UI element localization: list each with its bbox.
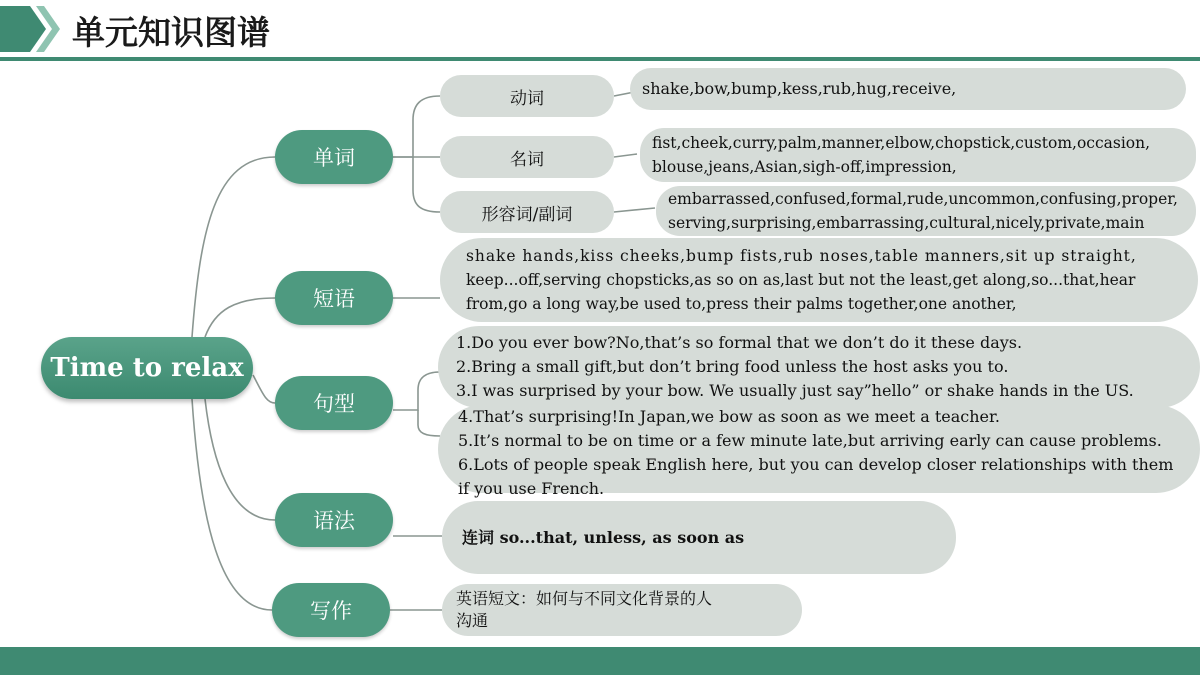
link-root-vocab	[192, 157, 275, 337]
leaf-nouns-line-1: fist,cheek,curry,palm,manner,elbow,chopstick,custom,occasion,	[652, 134, 1151, 152]
leaf-phrases-line-3: from,go a long way,be used to,press their palms together,one another,	[466, 295, 1017, 313]
link-noun-leaf	[614, 154, 637, 157]
leaf-verbs	[630, 68, 1186, 110]
link-vocab-adj	[413, 157, 440, 212]
leaf-sentences-b	[438, 405, 1200, 498]
link-adj-leaf	[614, 208, 655, 212]
link-root-grammar	[205, 399, 275, 520]
root-node: Time to relax	[41, 337, 253, 399]
leaf-writing-line-1: 英语短文：如何与不同文化背景的人	[456, 589, 713, 608]
link-vocab-verb	[393, 96, 440, 157]
leaf-sentences-b-line-2: 5.It’s normal to be on time or a few minute late,but arriving early can cause problems.	[458, 431, 1162, 450]
leaf-sentences-b-line-4: if you use French.	[458, 479, 605, 498]
leaf-adjectives-line-1: embarrassed,confused,formal,rude,uncommon,confusing,proper,	[668, 190, 1178, 208]
leaf-phrases-line-1: shake hands,kiss cheeks,bump fists,rub noses,table manners,sit up straight,	[466, 247, 1137, 265]
leaf-phrases	[440, 238, 1198, 322]
leaf-sentences-a-line-3: 3.I was surprised by your bow. We usually just say”hello” or shake hands in the US.	[456, 381, 1134, 400]
leaf-verbs-text: shake,bow,bump,kess,rub,hug,receive,	[642, 79, 957, 98]
category-sentences: 句型	[275, 376, 393, 430]
leaf-sentences-a-line-2: 2.Bring a small gift,but don’t bring food unless the host asks you to.	[456, 357, 1009, 376]
leaf-nouns-line-2: blouse,jeans,Asian,sigh-off,impression,	[652, 158, 957, 176]
category-writing: 写作	[272, 583, 390, 637]
leaf-adjectives-line-2: serving,surprising,embarrassing,cultural,nicely,private,main	[668, 214, 1145, 232]
link-root-phrases	[205, 298, 275, 337]
slide-title: 单元知识图谱	[72, 13, 270, 52]
leaf-sentences-a-line-1: 1.Do you ever bow?No,that’s so formal that we don’t do it these days.	[456, 333, 1023, 352]
vocab-type-verb: 动词	[440, 75, 614, 117]
category-grammar: 语法	[275, 493, 393, 547]
leaf-sentences-a	[438, 326, 1200, 408]
leaf-sentences-b-line-1: 4.That’s surprising!In Japan,we bow as soon as we meet a teacher.	[458, 407, 1000, 426]
leaf-writing-line-2: 沟通	[456, 611, 489, 630]
vocab-type-adj-adv: 形容词/副词	[440, 191, 614, 233]
category-vocab: 单词	[275, 130, 393, 184]
link-sentences-b	[418, 410, 440, 436]
leaf-grammar-text: 连词 so...that, unless, as soon as	[462, 527, 745, 547]
leaf-phrases-line-2: keep...off,serving chopsticks,as so on as,last but not the least,get along,so...that,hear	[466, 271, 1136, 289]
leaf-grammar	[442, 501, 956, 574]
vocab-type-noun: 名词	[440, 136, 614, 178]
link-root-sentences	[253, 375, 275, 403]
category-phrases: 短语	[275, 271, 393, 325]
leaf-nouns	[640, 128, 1196, 182]
leaf-adjectives	[656, 186, 1196, 236]
link-sentences-a	[393, 372, 440, 410]
leaf-writing	[442, 584, 802, 636]
link-root-writing	[192, 399, 272, 610]
leaf-sentences-b-line-3: 6.Lots of people speak English here, but you can develop closer relationships with them	[458, 455, 1174, 474]
